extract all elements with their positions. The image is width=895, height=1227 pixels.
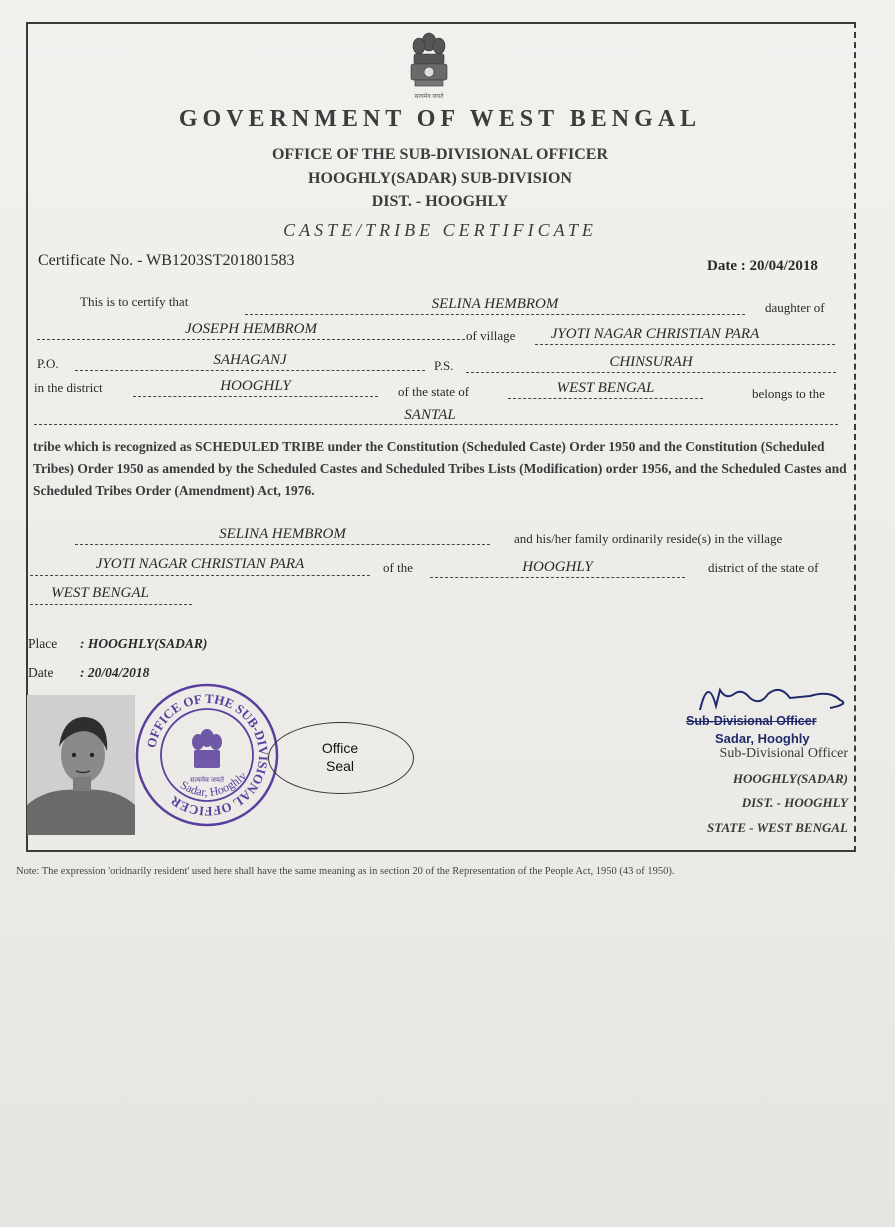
state-line (508, 398, 703, 399)
government-heading: GOVERNMENT OF WEST BENGAL (178, 106, 702, 132)
footer-date-label: Date (28, 665, 54, 680)
state-label: of the state of (398, 384, 470, 399)
holder-photo (27, 695, 135, 835)
certificate-date: Date : 20/04/2018 (707, 258, 818, 274)
state-value: WEST BENGAL (556, 380, 655, 396)
res-village: JYOTI NAGAR CHRISTIAN PARA (95, 556, 305, 572)
holder-name: SELINA HEMBROM (431, 296, 559, 312)
place-label: Place (28, 636, 58, 651)
village-label: of village (466, 328, 516, 343)
name-line (245, 314, 745, 315)
res-state-line (30, 604, 192, 605)
certify-label: This is to certify that (80, 294, 189, 309)
national-emblem-icon (405, 28, 453, 106)
village-line (535, 344, 835, 345)
res-name: SELINA HEMBROM (219, 526, 346, 542)
res-district-line (430, 577, 685, 578)
officer-place: HOOGHLY(SADAR) (732, 771, 848, 786)
po-value: SAHAGANJ (213, 352, 287, 368)
office-stamp-icon (132, 680, 282, 830)
signature-stamp-line-1: Sub-Divisional Officer (686, 714, 817, 728)
tribe-value: SANTAL (404, 407, 456, 423)
res-state: WEST BENGAL (51, 585, 149, 601)
footnote: Note: The expression 'oridnarily resident' used here shall have the same meaning as in section 20 of the Representation of the People Act, 1950 (43 of 1950). (16, 866, 675, 877)
officer-state: STATE - WEST BENGAL (707, 820, 848, 835)
res-name-line (75, 544, 490, 545)
certificate-number: Certificate No. - WB1203ST201801583 (38, 252, 295, 269)
father-name: JOSEPH HEMBROM (184, 321, 318, 337)
po-label: P.O. (37, 356, 59, 371)
res-district-label: district of the state of (708, 560, 819, 575)
of-the-label: of the (383, 560, 413, 575)
tribe-line (34, 424, 838, 425)
village-name: JYOTI NAGAR CHRISTIAN PARA (550, 326, 760, 342)
stamp-motto: सत्यमेव जयते (190, 776, 224, 784)
district-heading: DIST. - HOOGHLY (371, 193, 509, 210)
office-heading: OFFICE OF THE SUB-DIVISIONAL OFFICER (271, 146, 609, 163)
place-value: : HOOGHLY(SADAR) (80, 636, 208, 651)
ps-label: P.S. (434, 358, 454, 373)
officer-district: DIST. - HOOGHLY (741, 795, 848, 810)
seal-line-2: Seal (325, 758, 355, 774)
ps-value: CHINSURAH (609, 354, 693, 370)
father-line (37, 339, 465, 340)
officer-title: Sub-Divisional Officer (719, 746, 848, 761)
subdivision-heading: HOOGHLY(SADAR) SUB-DIVISION (308, 170, 572, 187)
certificate-title: CASTE/TRIBE CERTIFICATE (283, 220, 597, 240)
po-line (75, 370, 425, 371)
footer-date-value: : 20/04/2018 (80, 665, 150, 680)
emblem-motto: सत्यमेव जयते (414, 94, 444, 100)
stamp-bottom-text: Sadar, Hooghly (178, 768, 250, 800)
seal-line-1: Office (321, 740, 359, 756)
district-value: HOOGHLY (220, 378, 291, 394)
district-label: in the district (34, 380, 103, 395)
district-line (133, 396, 378, 397)
relation-label: daughter of (765, 300, 825, 315)
signature-icon (690, 670, 860, 720)
recognition-paragraph: tribe which is recognized as SCHEDULED TRIBE under the Constitution (Scheduled Caste) Order 1950 and the Constitution (Scheduled Tribes) Order 1950 as amended by the Scheduled Castes and Scheduled Tribes Lists (Modification) order 1956, and the Scheduled Castes and Scheduled Tribes Order (Amendment) Act, 1976. (33, 439, 847, 498)
ps-line (466, 372, 836, 373)
signature-stamp-line-2: Sadar, Hooghly (715, 731, 810, 746)
reside-label: and his/her family ordinarily reside(s) in the village (514, 531, 783, 546)
res-village-line (30, 575, 370, 576)
stamp-ring-text: OFFICE OF THE SUB-DIVISIONAL OFFICER (143, 690, 272, 820)
belongs-label: belongs to the (752, 386, 825, 401)
res-district: HOOGHLY (522, 559, 593, 575)
